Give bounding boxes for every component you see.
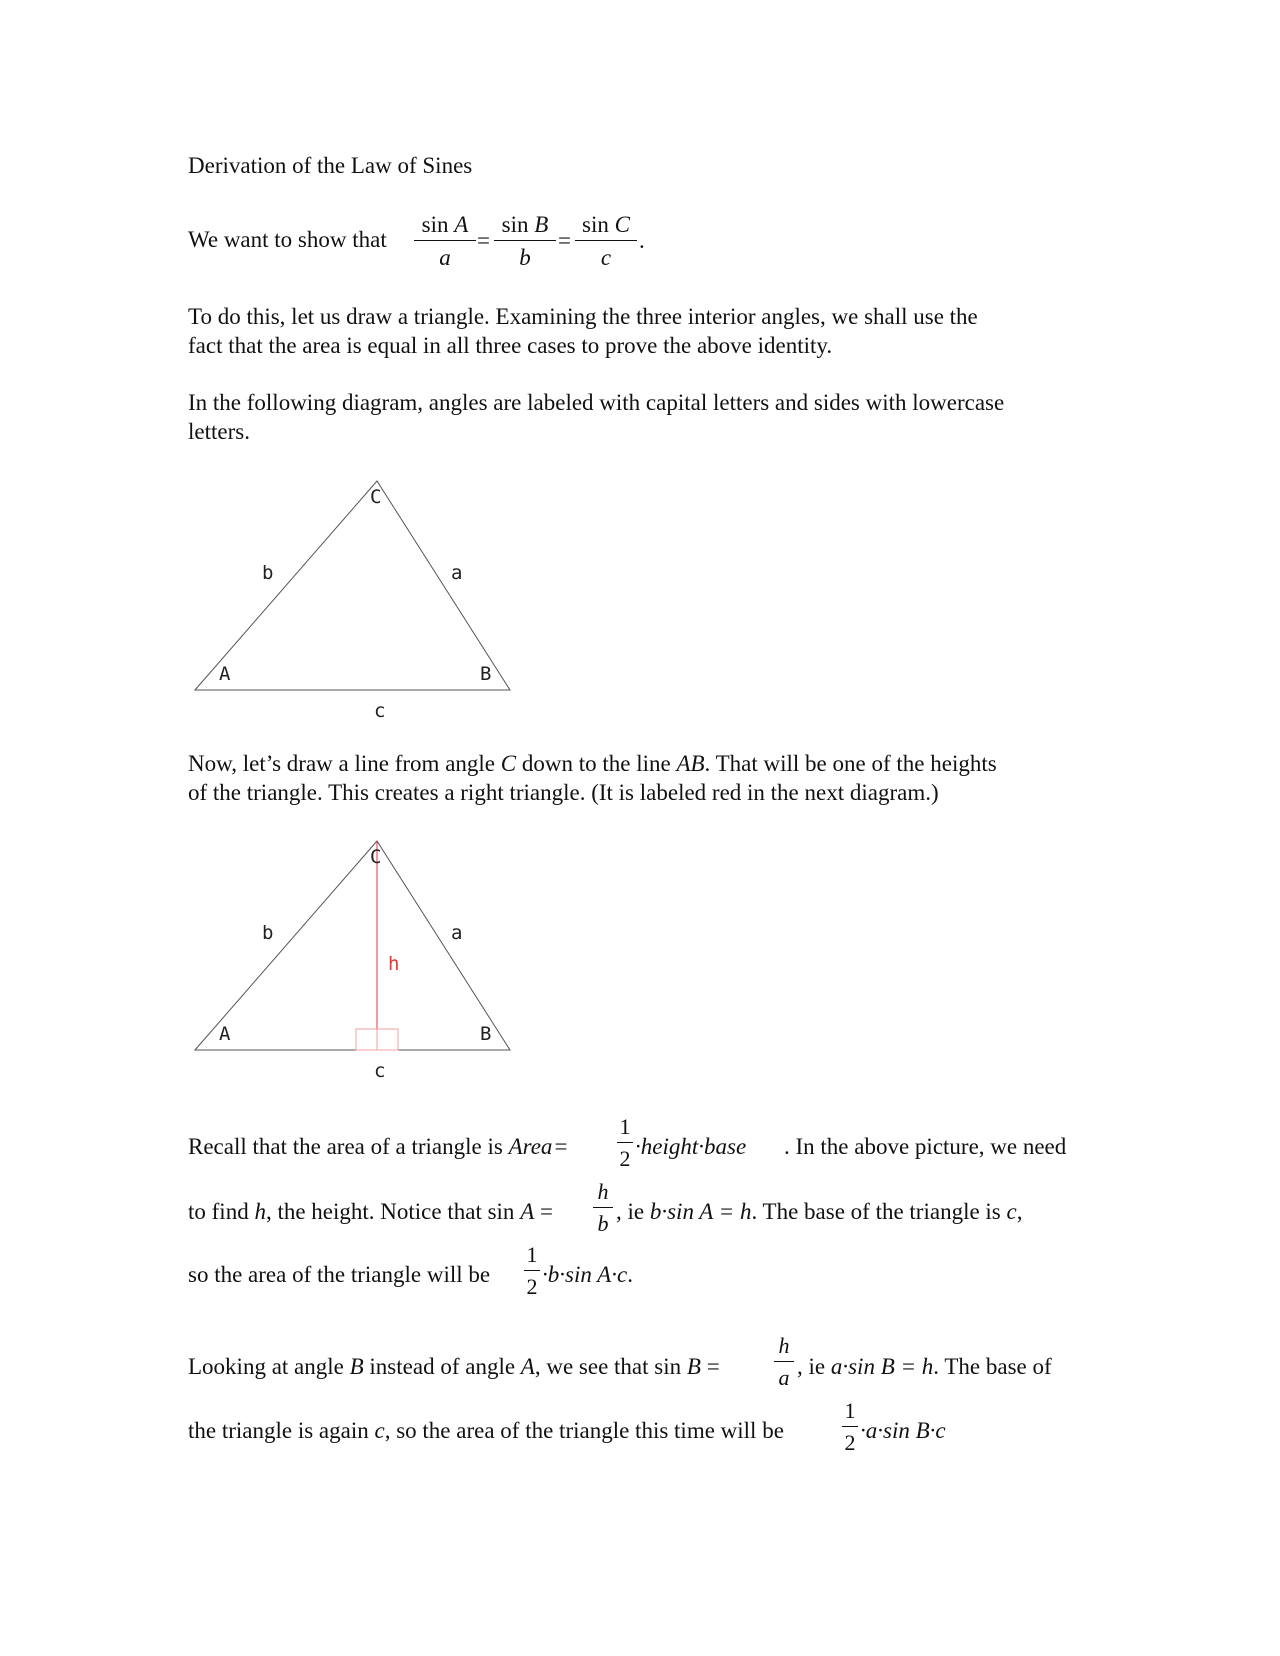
fraction-h-over-a <box>774 1335 794 1389</box>
text: the triangle is again <box>188 1418 375 1443</box>
fraction-sinC-over-c <box>575 213 637 269</box>
angle-B: B <box>349 1354 364 1379</box>
angle-A: A <box>454 212 469 237</box>
denominator: 2 <box>844 1430 856 1455</box>
fraction-sinB-over-b <box>494 213 556 269</box>
label-height-h: h <box>388 953 400 975</box>
denominator: 2 <box>619 1146 631 1171</box>
math-expression: a·sin B = h <box>830 1354 934 1379</box>
paragraph-2-line-1: In the following diagram, angles are labeled with capital letters and sides with lowercase <box>188 390 1005 415</box>
denominator: a <box>778 1365 790 1390</box>
side-a: a <box>439 245 451 270</box>
text: , so the area of the triangle this time will be <box>384 1418 784 1443</box>
denominator: b <box>597 1211 609 1236</box>
label-angle-C: C <box>370 846 382 868</box>
math-c: c <box>374 1418 385 1443</box>
fraction-h-over-b <box>593 1181 613 1235</box>
period: . <box>639 228 645 253</box>
recall-line-3-expression <box>542 1263 633 1286</box>
line-AB: AB <box>676 751 705 776</box>
sin-text: sin <box>501 212 529 237</box>
denominator: 2 <box>526 1274 538 1299</box>
paragraph-1-line-1: To do this, let us draw a triangle. Examining the three interior angles, we shall use the <box>188 304 978 329</box>
label-side-a: a <box>451 562 463 584</box>
text: . The base of <box>933 1354 1052 1379</box>
label-side-b: b <box>262 562 274 584</box>
text: , we see that <box>534 1354 655 1379</box>
math-expression: b·sin A = h <box>649 1199 752 1224</box>
label-angle-A: A <box>219 663 231 685</box>
angle-A: A <box>520 1199 535 1224</box>
label-side-c: c <box>374 700 386 722</box>
side-c: c <box>600 245 612 270</box>
triangle-outline <box>195 841 510 1050</box>
paragraph-3-line-1 <box>188 752 997 775</box>
look-line-2-expression: ·a·sin B·c <box>860 1418 946 1443</box>
fraction-sinA-over-a <box>414 213 476 269</box>
math-expression: ·b·sin A·c <box>542 1262 628 1287</box>
side-b: b <box>519 245 531 270</box>
text: Looking at angle <box>188 1354 350 1379</box>
triangle-diagram-2 <box>180 830 520 1090</box>
label-angle-B: B <box>480 663 492 685</box>
sin-text: sin <box>582 212 609 237</box>
math-area: Area <box>508 1134 553 1159</box>
label-angle-C: C <box>370 486 382 508</box>
angle-B: B <box>534 212 549 237</box>
recall-line-2-start: to find h, the height. Notice that sin A = <box>188 1199 553 1224</box>
text: . The base of the triangle is <box>751 1199 1007 1224</box>
recall-line-3-start: so the area of the triangle will be <box>188 1262 491 1287</box>
numerator: 1 <box>619 1114 631 1139</box>
sin-text: sin <box>421 212 449 237</box>
sin-text: sin <box>654 1354 682 1379</box>
angle-C: C <box>500 751 517 776</box>
page-title: Derivation of the Law of Sines <box>188 153 473 178</box>
label-angle-B: B <box>480 1023 492 1045</box>
text: , ie <box>797 1354 831 1379</box>
numerator: 1 <box>526 1242 538 1267</box>
look-line-1-end <box>797 1355 1052 1378</box>
paragraph-2-line-2: letters. <box>188 419 250 444</box>
label-side-c: c <box>374 1060 386 1082</box>
paragraph-1-line-2: fact that the area is equal in all three cases to prove the above identity. <box>188 333 833 358</box>
label-side-b: b <box>262 922 274 944</box>
right-angle-marker <box>356 1029 377 1050</box>
text: . That will be one of the heights <box>704 751 997 776</box>
triangle-outline <box>195 481 510 690</box>
math-h: h <box>254 1199 266 1224</box>
text: to find <box>188 1199 255 1224</box>
recall-line-2-end <box>616 1200 1022 1223</box>
fraction-one-half <box>842 1400 858 1454</box>
text: , the height. Notice that <box>265 1199 488 1224</box>
equals-sign: = <box>477 228 490 253</box>
math-c: c <box>1006 1199 1017 1224</box>
text: , <box>1016 1199 1023 1224</box>
text: instead of angle <box>363 1354 521 1379</box>
text: Now, let’s draw a line from angle <box>188 751 501 776</box>
angle-B: B <box>686 1354 701 1379</box>
look-line-1-start: Looking at angle B instead of angle A, we see that sin B = <box>188 1354 720 1379</box>
equals-sign: = <box>554 1134 568 1159</box>
fraction-one-half <box>524 1244 540 1298</box>
period: . <box>627 1262 633 1287</box>
numerator: h <box>778 1333 790 1358</box>
triangle-diagram-1 <box>180 470 520 730</box>
math-height-base: ·height·base <box>635 1134 747 1159</box>
numerator: h <box>597 1179 609 1204</box>
sin-text: sin <box>487 1199 515 1224</box>
angle-A: A <box>520 1354 535 1379</box>
right-angle-marker <box>377 1029 398 1050</box>
numerator: 1 <box>844 1398 856 1423</box>
paragraph-3-line-2: of the triangle. This creates a right triangle. (It is labeled red in the next diagram.) <box>188 780 939 805</box>
text: , ie <box>616 1199 650 1224</box>
recall-line-1-end: . In the above picture, we need <box>784 1134 1067 1159</box>
label-angle-A: A <box>219 1023 231 1045</box>
text: down to the line <box>516 751 677 776</box>
recall-line-1-start <box>188 1135 567 1158</box>
look-line-2-start <box>188 1419 784 1442</box>
text: Recall that the area of a triangle is <box>188 1134 509 1159</box>
angle-C: C <box>614 212 630 237</box>
fraction-one-half <box>617 1116 633 1170</box>
label-side-a: a <box>451 922 463 944</box>
identity-intro: We want to show that <box>188 227 387 252</box>
recall-line-1-formula <box>635 1135 746 1158</box>
equals-sign: = <box>558 228 571 253</box>
